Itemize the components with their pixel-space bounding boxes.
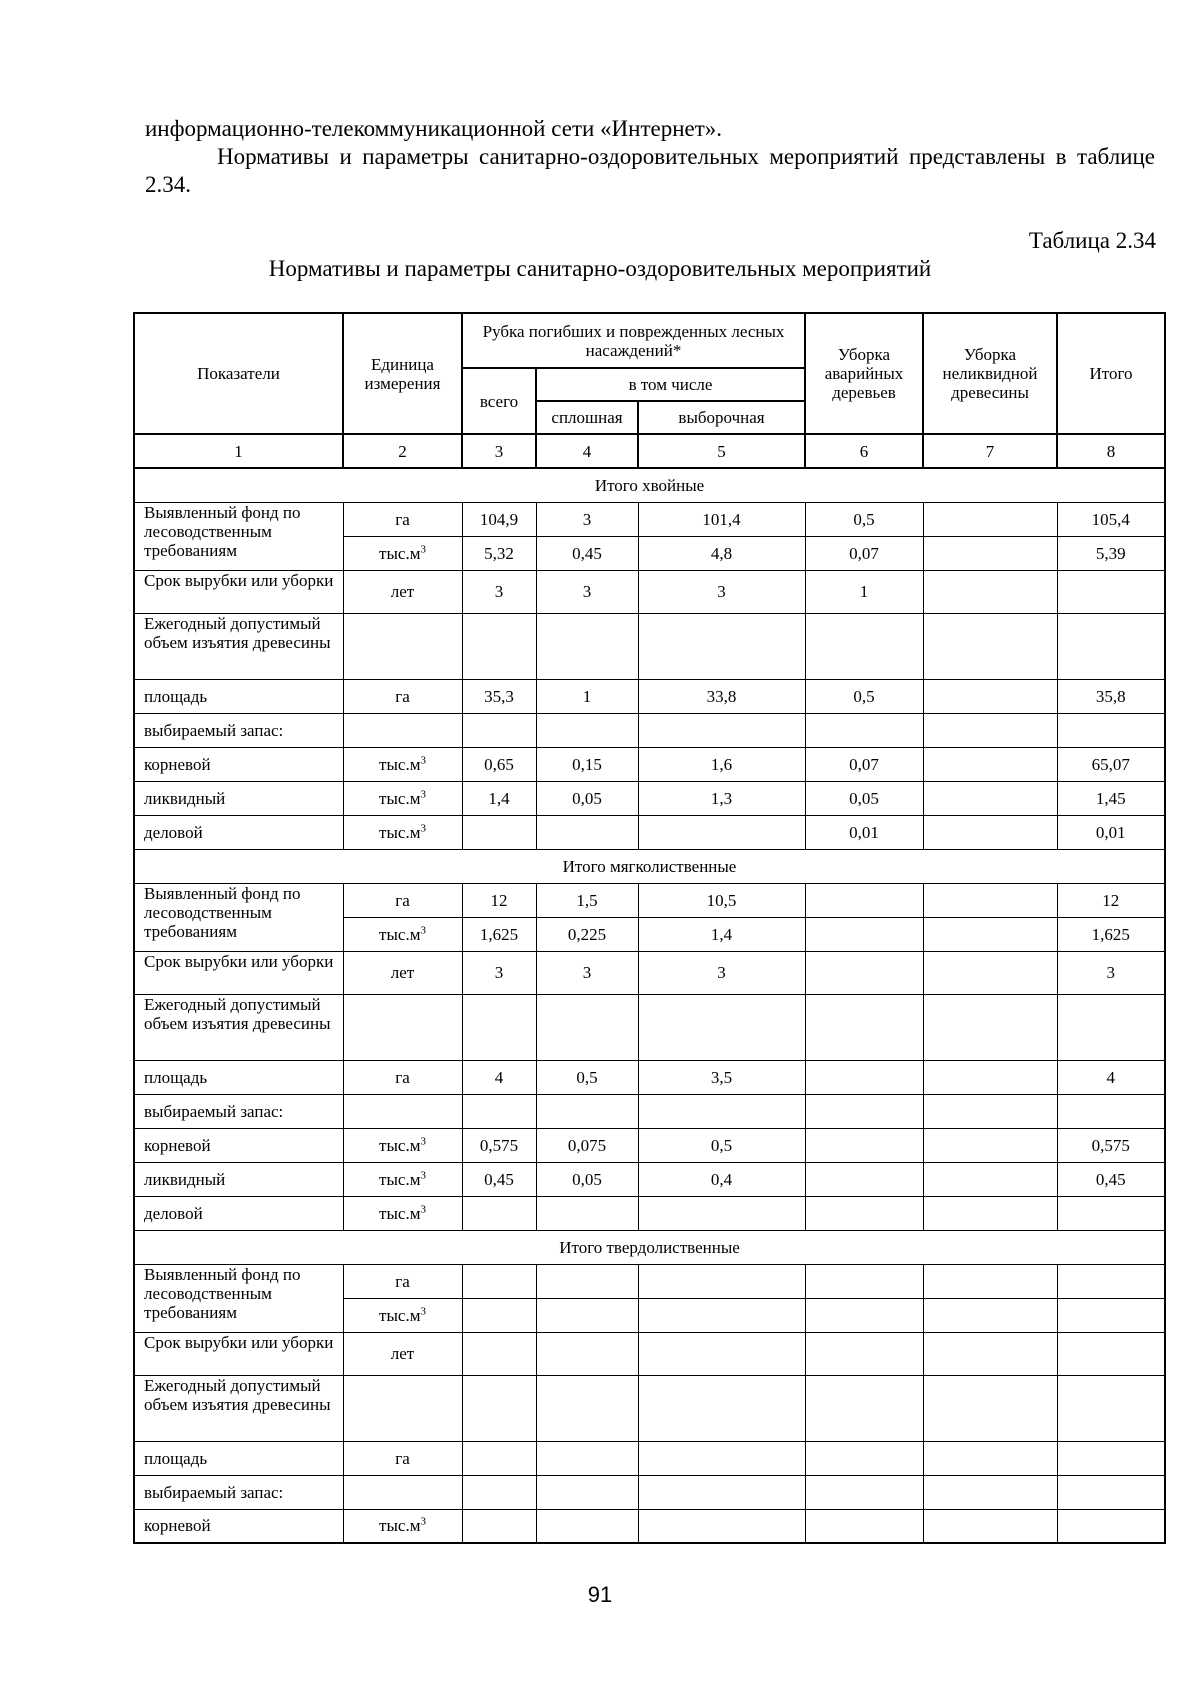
value-cell	[1057, 570, 1165, 613]
value-cell	[536, 1332, 638, 1375]
value-cell: 0,05	[805, 781, 923, 815]
header-clear: сплошная	[536, 401, 638, 434]
value-cell	[923, 502, 1057, 536]
value-cell: 0,5	[805, 679, 923, 713]
value-cell	[638, 1298, 805, 1332]
value-cell: 0,15	[536, 747, 638, 781]
value-cell	[923, 815, 1057, 849]
value-cell: 1	[536, 679, 638, 713]
row-label-term: Срок вырубки или уборки	[134, 570, 343, 613]
value-cell	[462, 1094, 536, 1128]
unit-cell	[343, 781, 462, 815]
header-indicators: Показатели	[134, 313, 343, 434]
unit-superscript: 3	[420, 1304, 426, 1317]
value-cell	[536, 713, 638, 747]
value-cell: 1,625	[1057, 917, 1165, 951]
value-cell: 0,07	[805, 536, 923, 570]
value-cell	[923, 1441, 1057, 1475]
colnum: 2	[343, 434, 462, 468]
value-cell	[462, 613, 536, 679]
section-conifer	[134, 468, 1165, 849]
unit-cell	[343, 1128, 462, 1162]
value-cell	[923, 1298, 1057, 1332]
value-cell: 0,05	[536, 781, 638, 815]
value-cell: 0,65	[462, 747, 536, 781]
unit-text: тыс.м	[379, 754, 421, 774]
value-cell	[536, 1298, 638, 1332]
value-cell	[1057, 613, 1165, 679]
value-cell	[805, 1162, 923, 1196]
row-label-root: корневой	[134, 1509, 343, 1543]
unit-superscript: 3	[420, 923, 426, 936]
value-cell: 0,5	[638, 1128, 805, 1162]
value-cell	[923, 1509, 1057, 1543]
value-cell	[805, 1375, 923, 1441]
unit-cell	[343, 613, 462, 679]
value-cell: 1,4	[462, 781, 536, 815]
unit-text: тыс.м	[379, 543, 421, 563]
unit-cell: га	[343, 883, 462, 917]
value-cell: 105,4	[1057, 502, 1165, 536]
value-cell	[923, 1060, 1057, 1094]
value-cell: 4,8	[638, 536, 805, 570]
header-illiquid: Уборка неликвидной древесины	[923, 313, 1057, 434]
value-cell: 0,5	[536, 1060, 638, 1094]
row-label-term: Срок вырубки или уборки	[134, 951, 343, 994]
value-cell	[462, 1375, 536, 1441]
row-label-stock: выбираемый запас:	[134, 1094, 343, 1128]
value-cell: 101,4	[638, 502, 805, 536]
value-cell: 3	[536, 570, 638, 613]
value-cell: 0,225	[536, 917, 638, 951]
colnum: 1	[134, 434, 343, 468]
value-cell: 12	[1057, 883, 1165, 917]
value-cell	[805, 917, 923, 951]
value-cell	[462, 1332, 536, 1375]
value-cell: 3	[536, 951, 638, 994]
value-cell	[923, 917, 1057, 951]
header-selective: выборочная	[638, 401, 805, 434]
value-cell: 3,5	[638, 1060, 805, 1094]
value-cell	[536, 1475, 638, 1509]
colnum: 5	[638, 434, 805, 468]
value-cell: 3	[638, 570, 805, 613]
value-cell: 0,575	[462, 1128, 536, 1162]
value-cell	[638, 815, 805, 849]
value-cell	[1057, 1332, 1165, 1375]
value-cell	[805, 883, 923, 917]
value-cell	[536, 1509, 638, 1543]
value-cell	[536, 613, 638, 679]
value-cell	[462, 1509, 536, 1543]
unit-cell: га	[343, 502, 462, 536]
unit-cell	[343, 815, 462, 849]
norms-table	[133, 312, 1166, 1544]
section-title: Итого мягколиственные	[134, 849, 1165, 883]
value-cell	[805, 994, 923, 1060]
unit-superscript: 3	[420, 1134, 426, 1147]
unit-text: тыс.м	[379, 1135, 421, 1155]
value-cell: 0,4	[638, 1162, 805, 1196]
value-cell: 0,05	[536, 1162, 638, 1196]
value-cell	[638, 1332, 805, 1375]
value-cell	[638, 713, 805, 747]
value-cell: 4	[1057, 1060, 1165, 1094]
value-cell: 0,45	[462, 1162, 536, 1196]
value-cell	[923, 1475, 1057, 1509]
value-cell	[805, 1128, 923, 1162]
value-cell: 0,45	[1057, 1162, 1165, 1196]
value-cell	[923, 883, 1057, 917]
table-title: Нормативы и параметры санитарно-оздоровительных мероприятий	[268, 256, 932, 281]
value-cell	[805, 1060, 923, 1094]
value-cell	[805, 1441, 923, 1475]
unit-superscript: 3	[420, 821, 426, 834]
value-cell: 1,625	[462, 917, 536, 951]
header-windfall: Уборка аварийных деревьев	[805, 313, 923, 434]
value-cell	[923, 781, 1057, 815]
section-title: Итого хвойные	[134, 468, 1165, 502]
row-label-area: площадь	[134, 679, 343, 713]
value-cell	[462, 1196, 536, 1230]
header-total: всего	[462, 368, 536, 434]
value-cell	[462, 815, 536, 849]
value-cell	[1057, 1196, 1165, 1230]
unit-cell	[343, 1196, 462, 1230]
value-cell	[536, 1441, 638, 1475]
header-sum: Итого	[1057, 313, 1165, 434]
unit-text: тыс.м	[379, 1305, 421, 1325]
value-cell: 3	[462, 570, 536, 613]
value-cell: 1,45	[1057, 781, 1165, 815]
unit-text: тыс.м	[379, 822, 421, 842]
value-cell	[1057, 1441, 1165, 1475]
value-cell: 3	[1057, 951, 1165, 994]
value-cell	[923, 1162, 1057, 1196]
value-cell	[1057, 1094, 1165, 1128]
value-cell: 0,575	[1057, 1128, 1165, 1162]
row-label-root: корневой	[134, 1128, 343, 1162]
unit-cell: га	[343, 1060, 462, 1094]
row-label-annual: Ежегодный допустимый объем изъятия древесины	[134, 994, 343, 1060]
value-cell	[536, 815, 638, 849]
value-cell: 35,3	[462, 679, 536, 713]
unit-cell	[343, 917, 462, 951]
value-cell	[1057, 713, 1165, 747]
unit-cell	[343, 1162, 462, 1196]
value-cell	[1057, 1509, 1165, 1543]
value-cell: 0,07	[805, 747, 923, 781]
value-cell	[805, 713, 923, 747]
value-cell: 12	[462, 883, 536, 917]
row-label-stock: выбираемый запас:	[134, 1475, 343, 1509]
header-including: в том числе	[536, 368, 805, 401]
value-cell	[805, 951, 923, 994]
row-label-root: корневой	[134, 747, 343, 781]
value-cell	[638, 994, 805, 1060]
row-label-area: площадь	[134, 1060, 343, 1094]
value-cell: 1,5	[536, 883, 638, 917]
value-cell	[638, 1094, 805, 1128]
unit-cell: га	[343, 1441, 462, 1475]
row-label-business: деловой	[134, 1196, 343, 1230]
value-cell	[462, 713, 536, 747]
value-cell	[805, 1264, 923, 1298]
value-cell	[536, 1264, 638, 1298]
value-cell	[923, 951, 1057, 994]
value-cell	[1057, 1475, 1165, 1509]
value-cell: 35,8	[1057, 679, 1165, 713]
value-cell	[638, 1475, 805, 1509]
value-cell: 1,6	[638, 747, 805, 781]
value-cell	[638, 1441, 805, 1475]
unit-cell: га	[343, 679, 462, 713]
value-cell: 33,8	[638, 679, 805, 713]
row-label-stock: выбираемый запас:	[134, 713, 343, 747]
value-cell	[805, 1332, 923, 1375]
value-cell	[536, 1196, 638, 1230]
value-cell	[923, 536, 1057, 570]
unit-text: тыс.м	[379, 1516, 421, 1536]
value-cell	[1057, 1375, 1165, 1441]
unit-cell	[343, 747, 462, 781]
value-cell: 65,07	[1057, 747, 1165, 781]
row-label-annual: Ежегодный допустимый объем изъятия древесины	[134, 613, 343, 679]
value-cell	[462, 1298, 536, 1332]
value-cell	[1057, 994, 1165, 1060]
row-label-fund: Выявленный фонд по лесоводственным требованиям	[134, 1264, 343, 1332]
value-cell	[923, 713, 1057, 747]
unit-text: тыс.м	[379, 1203, 421, 1223]
page-number: 91	[587, 1582, 613, 1607]
unit-cell	[343, 536, 462, 570]
unit-superscript: 3	[420, 1202, 426, 1215]
value-cell	[638, 1375, 805, 1441]
value-cell: 5,39	[1057, 536, 1165, 570]
value-cell	[923, 1375, 1057, 1441]
intro-line-1: информационно-телекоммуникационной сети «Интернет».	[145, 116, 723, 141]
value-cell: 104,9	[462, 502, 536, 536]
value-cell	[1057, 1264, 1165, 1298]
value-cell	[805, 613, 923, 679]
unit-cell: га	[343, 1264, 462, 1298]
intro-paragraph: Нормативы и параметры санитарно-оздоровительных мероприятий представлены в таблице 2.34.	[145, 144, 1155, 197]
row-label-annual: Ежегодный допустимый объем изъятия древесины	[134, 1375, 343, 1441]
unit-cell	[343, 994, 462, 1060]
section-softleaf	[134, 849, 1165, 1230]
colnum: 4	[536, 434, 638, 468]
value-cell: 0,01	[1057, 815, 1165, 849]
value-cell	[923, 1094, 1057, 1128]
value-cell	[536, 994, 638, 1060]
value-cell	[805, 1298, 923, 1332]
header-felling: Рубка погибших и поврежденных лесных насаждений*	[462, 313, 805, 368]
row-label-area: площадь	[134, 1441, 343, 1475]
unit-superscript: 3	[420, 1168, 426, 1181]
unit-text: тыс.м	[379, 924, 421, 944]
unit-text: тыс.м	[379, 1169, 421, 1189]
value-cell: 5,32	[462, 536, 536, 570]
value-cell	[805, 1509, 923, 1543]
unit-superscript: 3	[420, 1515, 426, 1528]
value-cell: 0,075	[536, 1128, 638, 1162]
unit-cell	[343, 1375, 462, 1441]
unit-cell	[343, 1509, 462, 1543]
value-cell	[805, 1475, 923, 1509]
row-label-term: Срок вырубки или уборки	[134, 1332, 343, 1375]
value-cell: 0,01	[805, 815, 923, 849]
colnum: 8	[1057, 434, 1165, 468]
unit-superscript: 3	[420, 787, 426, 800]
row-label-liquid: ликвидный	[134, 781, 343, 815]
value-cell	[923, 1128, 1057, 1162]
value-cell	[462, 1475, 536, 1509]
value-cell	[638, 1509, 805, 1543]
row-label-business: деловой	[134, 815, 343, 849]
section-hardleaf	[134, 1230, 1165, 1543]
colnum: 6	[805, 434, 923, 468]
value-cell: 0,45	[536, 536, 638, 570]
value-cell: 1,4	[638, 917, 805, 951]
value-cell	[638, 1264, 805, 1298]
value-cell	[923, 747, 1057, 781]
row-label-fund: Выявленный фонд по лесоводственным требованиям	[134, 502, 343, 570]
value-cell	[923, 994, 1057, 1060]
value-cell	[923, 1264, 1057, 1298]
value-cell	[462, 1264, 536, 1298]
value-cell	[536, 1094, 638, 1128]
value-cell	[923, 679, 1057, 713]
section-title: Итого твердолиственные	[134, 1230, 1165, 1264]
colnum: 7	[923, 434, 1057, 468]
unit-cell	[343, 1475, 462, 1509]
unit-cell: лет	[343, 570, 462, 613]
unit-cell: лет	[343, 951, 462, 994]
table-label: Таблица 2.34	[1028, 228, 1156, 253]
unit-cell	[343, 1298, 462, 1332]
unit-cell: лет	[343, 1332, 462, 1375]
unit-superscript: 3	[420, 753, 426, 766]
value-cell: 1	[805, 570, 923, 613]
value-cell	[536, 1375, 638, 1441]
row-label-liquid: ликвидный	[134, 1162, 343, 1196]
value-cell: 3	[638, 951, 805, 994]
value-cell	[638, 1196, 805, 1230]
value-cell: 4	[462, 1060, 536, 1094]
header-unit: Единица измерения	[343, 313, 462, 434]
value-cell	[805, 1094, 923, 1128]
value-cell	[923, 1332, 1057, 1375]
value-cell	[1057, 1298, 1165, 1332]
value-cell: 10,5	[638, 883, 805, 917]
unit-superscript: 3	[420, 542, 426, 555]
value-cell: 3	[536, 502, 638, 536]
value-cell	[638, 613, 805, 679]
unit-text: тыс.м	[379, 788, 421, 808]
unit-cell	[343, 713, 462, 747]
value-cell	[462, 994, 536, 1060]
unit-cell	[343, 1094, 462, 1128]
value-cell: 3	[462, 951, 536, 994]
value-cell	[805, 1196, 923, 1230]
colnum: 3	[462, 434, 536, 468]
value-cell	[923, 570, 1057, 613]
value-cell: 1,3	[638, 781, 805, 815]
value-cell	[923, 613, 1057, 679]
column-numbers-row	[134, 434, 1165, 468]
row-label-fund: Выявленный фонд по лесоводственным требованиям	[134, 883, 343, 951]
value-cell	[923, 1196, 1057, 1230]
value-cell: 0,5	[805, 502, 923, 536]
value-cell	[462, 1441, 536, 1475]
